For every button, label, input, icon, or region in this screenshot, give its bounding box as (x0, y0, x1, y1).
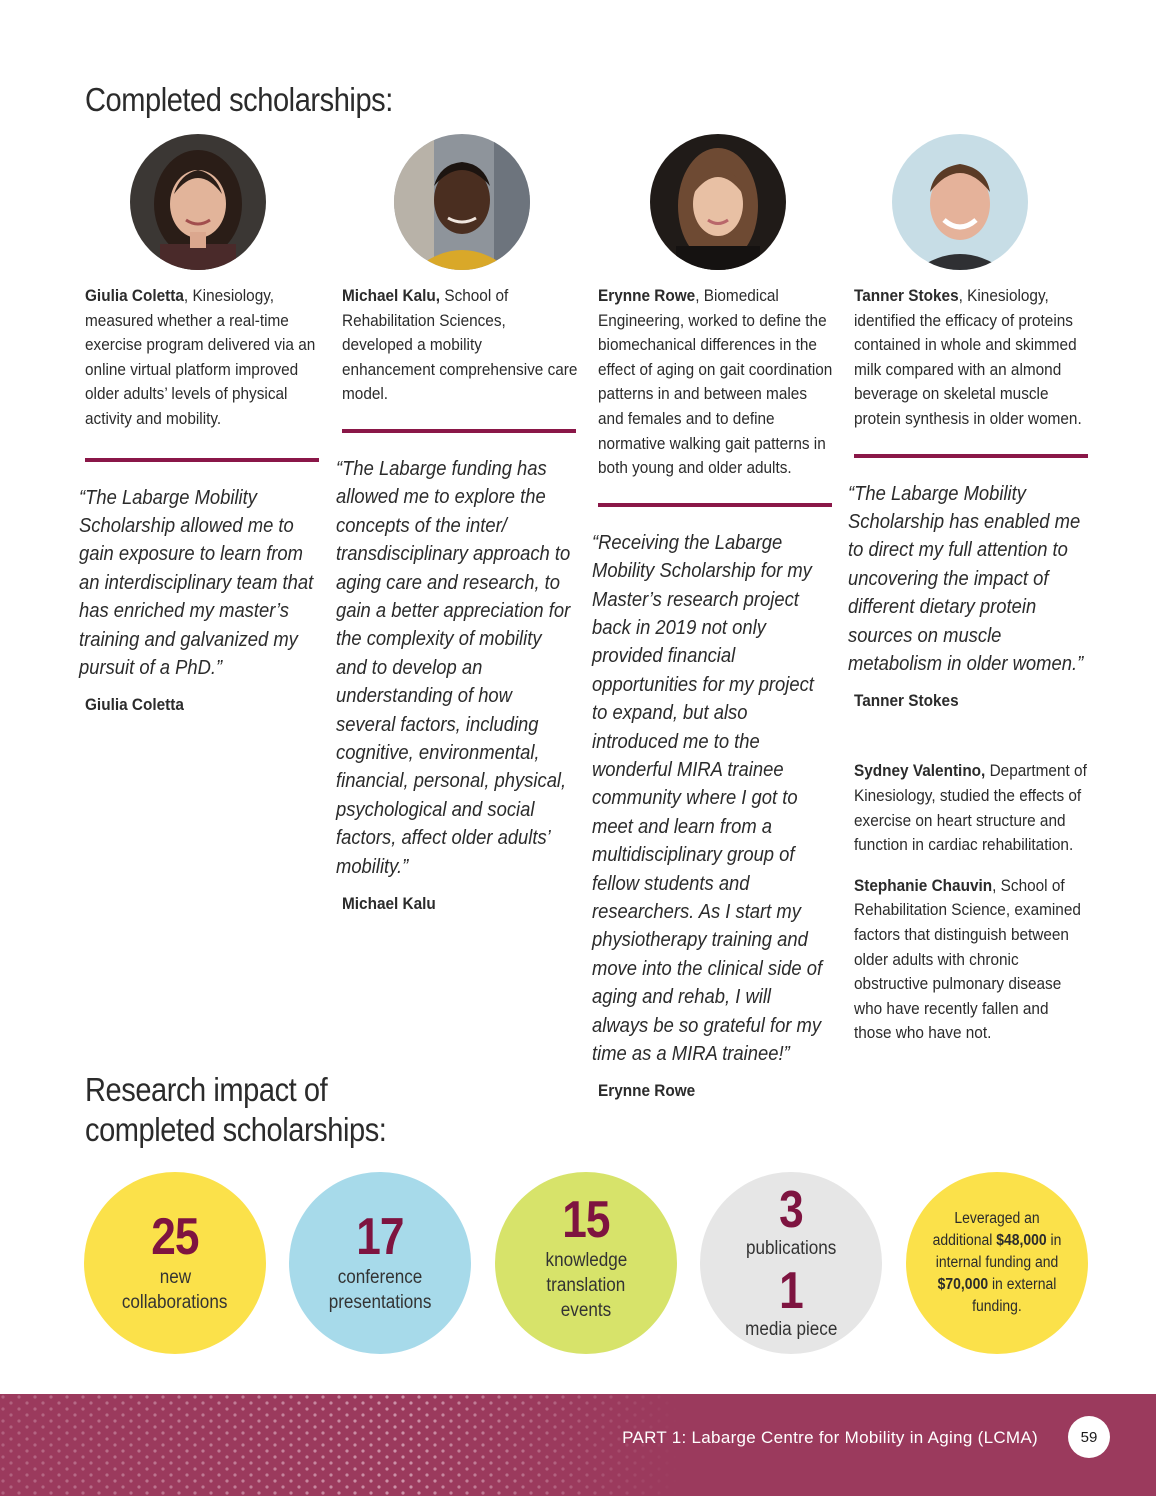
stat-collaborations (84, 1172, 266, 1354)
scholar-name: Stephanie Chauvin (854, 876, 993, 895)
scholar-name: Sydney Valentino, (854, 762, 986, 781)
footer-section-title: PART 1: Labarge Centre for Mobility in Aging (LCMA) (622, 1428, 1038, 1447)
scholar-bio: Tanner Stokes, Kinesiology, identified the efficacy of proteins contained in whole and skimmed milk compared with an almond beverage on skeletal muscle protein synthesis in older women. (854, 287, 1082, 428)
scholar-quote: “The Labarge funding has allowed me to explore the concepts of the inter/ transdisciplinary approach to aging care and research, to gain a better appreciation for the complexity of mobility and to develop an understanding of how several factors, including cognitive, environmental, financial, personal, physical, psychological and social factors, affect older adults’ mobility.” (336, 457, 571, 878)
stat-publications-media (700, 1172, 882, 1354)
scholar-column-tanner (848, 284, 1090, 1046)
scholar-quote: “The Labarge Mobility Scholarship allowed me to gain exposure to learn from an interdisciplinary team that has enriched my master’s training and galvanized my pursuit of a PhD.” (79, 486, 314, 679)
stat-label: collaborations (122, 1292, 228, 1313)
stat-number: 17 (356, 1208, 404, 1266)
stat-label: knowledge (545, 1249, 627, 1271)
stat-number: 25 (151, 1208, 199, 1266)
photo-tanner-stokes (892, 134, 1028, 270)
stat-label: events (560, 1299, 612, 1321)
photo-erynne-rowe (650, 134, 786, 270)
divider-rule (598, 503, 832, 507)
funding-amount-internal: $48,000 (996, 1232, 1047, 1249)
divider-rule (342, 429, 576, 433)
scholar-bio: Giulia Coletta, Kinesiology, measured whether a real-time exercise program delivered via an online virtual platform improved older adults’ levels of physical activity and mobility. (85, 287, 316, 428)
scholar-column-erynne (592, 284, 834, 1101)
stat-number: 3 (779, 1181, 803, 1239)
divider-rule (854, 454, 1088, 458)
scholar-quote: “Receiving the Labarge Mobility Scholarship for my Master’s research project back in 2019 not only provided financial opportunities for my project to expand, but also introduced me to the wonderful MIRA trainee community where I got to meet and learn from a multidisciplinary group of fellow students and researchers. As I start my physiotherapy training and move into the clinical side of aging and rehab, I will always be so grateful for my time as a MIRA trainee!” (592, 531, 823, 1066)
footer-band (0, 1394, 1156, 1496)
scholar-name: Giulia Coletta (85, 287, 184, 305)
extra-bio-stephanie: Stephanie Chauvin, School of Rehabilitation Science, examined factors that distinguish between older adults with chronic obstructive pulmonary disease who have recently fallen and those who have not. (854, 876, 1081, 1043)
dot-pattern-decoration (0, 1394, 680, 1496)
photo-michael-kalu (394, 134, 530, 270)
stat-label: presentations (328, 1292, 432, 1313)
funding-amount-external: $70,000 (937, 1276, 989, 1293)
quote-attribution: Michael Kalu (342, 895, 436, 914)
impact-heading-line1: Research impact of (85, 1071, 328, 1108)
stat-number: 15 (562, 1190, 610, 1249)
section-heading-completed: Completed scholarships: (85, 81, 393, 118)
funding-text: Leveraged an additional $48,000 in internal funding and $70,000 in external funding. (932, 1210, 1062, 1315)
photo-giulia-coletta (130, 134, 266, 270)
scholar-name: Erynne Rowe (598, 287, 696, 305)
scholar-bio: Erynne Rowe, Biomedical Engineering, worked to define the biomechanical differences in the effect of aging on gait coordination patterns in and between males and females and to define normative walking gait patterns in both young and older adults. (598, 287, 833, 478)
stat-label: translation (546, 1274, 626, 1296)
scholar-name: Tanner Stokes (854, 287, 959, 305)
stat-presentations (289, 1172, 471, 1354)
page-number: 59 (1068, 1416, 1110, 1458)
scholar-column-giulia (79, 284, 321, 715)
stat-funding (906, 1172, 1088, 1354)
stat-label: media piece (744, 1319, 838, 1340)
extra-bio-sydney: Sydney Valentino, Department of Kinesiology, studied the effects of exercise on heart structure and function in cardiac rehabilitation. (854, 762, 1087, 855)
quote-attribution: Erynne Rowe (598, 1082, 696, 1101)
stat-label: conference (337, 1267, 423, 1288)
stat-kt-events (495, 1172, 677, 1354)
scholar-column-michael (336, 284, 578, 914)
stat-number: 1 (779, 1262, 803, 1320)
stat-label: publications (745, 1238, 837, 1259)
stat-label: new (159, 1267, 191, 1288)
quote-attribution: Giulia Coletta (85, 696, 184, 715)
divider-rule (85, 458, 319, 462)
scholar-bio: Michael Kalu, School of Rehabilitation Sciences, developed a mobility enhancement comprehensive care model. (342, 287, 578, 404)
impact-heading-line2: completed scholarships: (85, 1111, 387, 1148)
quote-attribution: Tanner Stokes (854, 692, 959, 711)
scholar-quote: “The Labarge Mobility Scholarship has enabled me to direct my full attention to uncovering the impact of different dietary protein sources on muscle metabolism in older women.” (848, 482, 1084, 675)
scholar-name: Michael Kalu, (342, 287, 441, 305)
section-heading-impact (85, 1070, 386, 1150)
